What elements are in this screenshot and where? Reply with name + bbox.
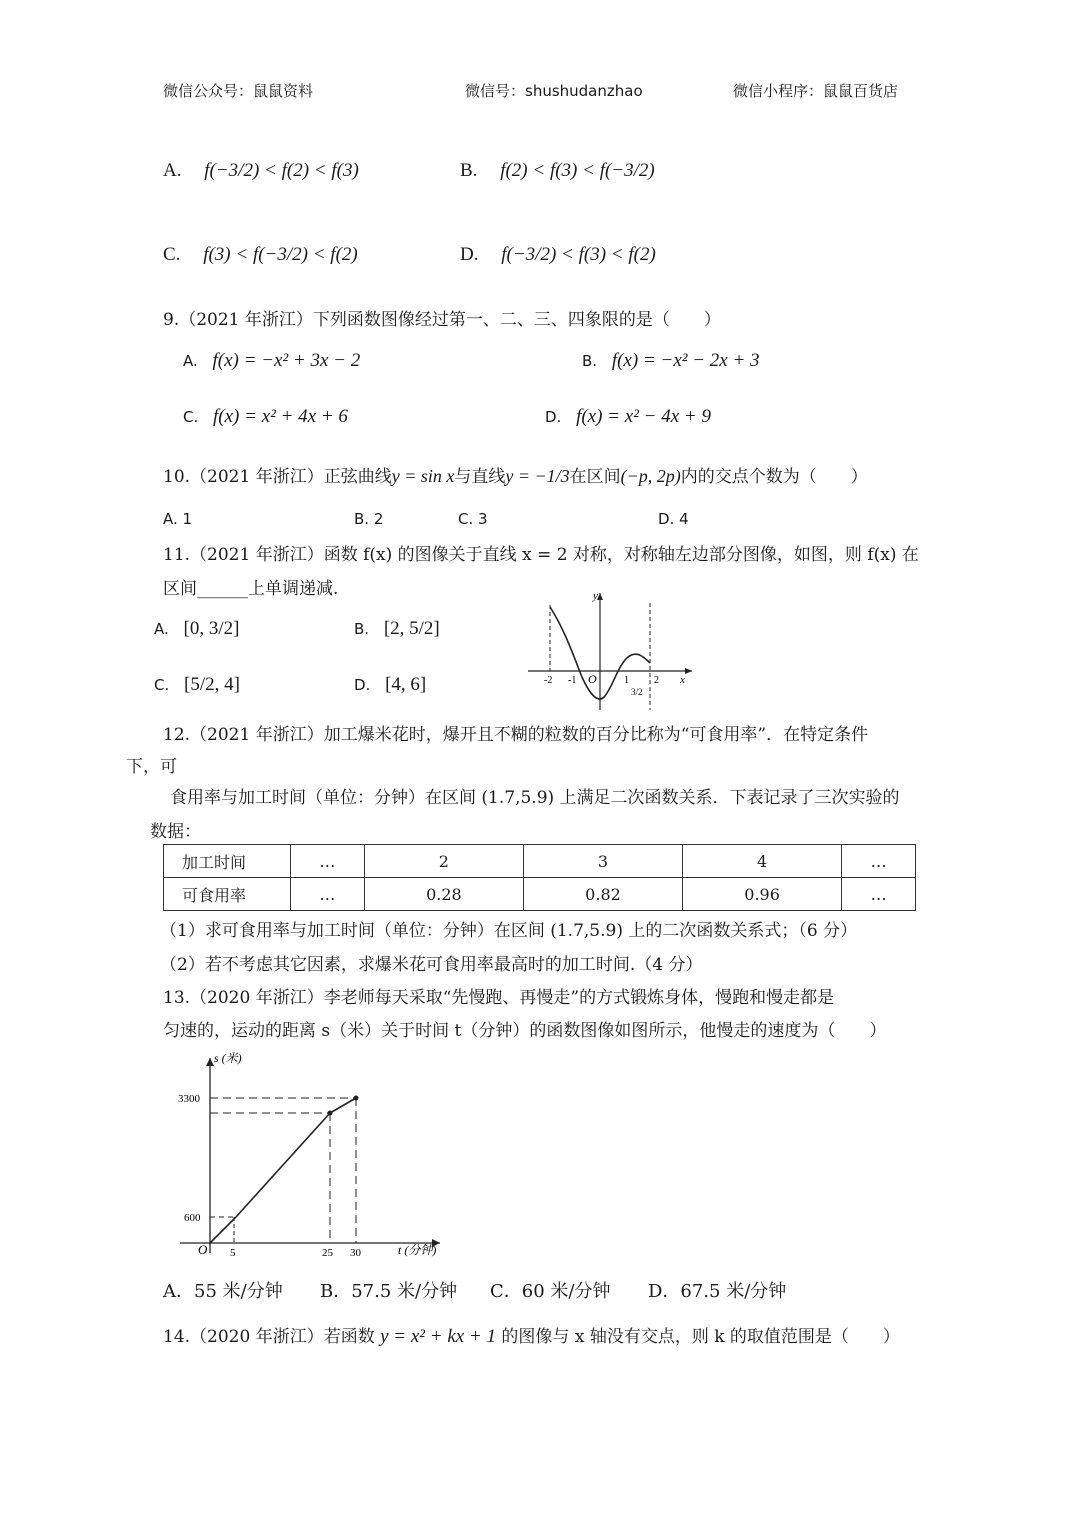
option-label: C. bbox=[183, 408, 199, 426]
q13-line2: 匀速的，运动的距离 s（米）关于时间 t（分钟）的函数图像如图所示，他慢走的速度为（ ） bbox=[163, 1021, 887, 1041]
option-label: D. bbox=[545, 408, 562, 426]
option-label: A. bbox=[163, 160, 182, 181]
origin-label: O bbox=[588, 672, 597, 686]
table-cell: 可食用率 bbox=[164, 878, 291, 911]
q14-prefix: 14.（2020 年浙江）若函数 bbox=[163, 1327, 375, 1347]
q12-line3: 食用率与加工时间（单位：分钟）在区间 (1.7,5.9) 上满足二次函数关系．下表记录了三次实验的 bbox=[170, 788, 900, 808]
tick-label: -1 bbox=[568, 675, 577, 686]
q8-option-d bbox=[460, 244, 656, 266]
table-row bbox=[164, 845, 916, 878]
point bbox=[354, 1096, 359, 1101]
option-label: A. bbox=[183, 352, 198, 370]
q11-option-d bbox=[354, 674, 426, 696]
option-expr: [2, 5/2] bbox=[383, 618, 440, 639]
q10-expr-line: y = −1/3 bbox=[505, 466, 570, 486]
q13-line1: 13.（2020 年浙江）李老师每天采取“先慢跑、再慢走”的方式锻炼身体，慢跑和慢走都是 bbox=[163, 988, 835, 1008]
option-expr: [4, 6] bbox=[385, 674, 427, 695]
q10-option-d: D. 4 bbox=[658, 510, 689, 528]
q9-option-a bbox=[183, 350, 360, 372]
q12-line4: 数据： bbox=[150, 822, 201, 842]
option-label: B. bbox=[582, 352, 598, 370]
x-axis-arrow bbox=[685, 668, 692, 674]
q10-option-b: B. 2 bbox=[354, 510, 384, 528]
q12-line1: 12.（2021 年浙江）加工爆米花时，爆开且不糊的粒数的百分比称为“可食用率”．在特定条件 bbox=[163, 725, 869, 745]
table-cell: 0.28 bbox=[364, 878, 523, 911]
q10-option-c: C. 3 bbox=[458, 510, 488, 528]
t-axis-label: t (分钟) bbox=[398, 1243, 437, 1257]
tick-label: 600 bbox=[184, 1212, 201, 1224]
y-axis-arrow bbox=[597, 593, 603, 600]
q10-expr-sin: y = sin x bbox=[391, 466, 455, 486]
header-right: 微信小程序：鼠鼠百货店 bbox=[733, 82, 899, 100]
q14-stem bbox=[163, 1322, 900, 1348]
table-cell: 加工时间 bbox=[164, 845, 291, 878]
option-label: C. bbox=[154, 676, 170, 694]
q11-option-a bbox=[154, 618, 239, 640]
tick-label: 30 bbox=[350, 1247, 361, 1259]
q13-distance-time-graph bbox=[170, 1048, 460, 1263]
q11-line2: 区间______上单调递减. bbox=[163, 579, 339, 599]
table-cell: … bbox=[291, 845, 365, 878]
tick-label: 3/2 bbox=[631, 687, 643, 697]
q12-sub1: （1）求可食用率与加工时间（单位：分钟）在区间 (1.7,5.9) 上的二次函数关系式；（6 分） bbox=[160, 921, 858, 941]
q13-option-c: C．60 米/分钟 bbox=[490, 1281, 611, 1302]
tick-label: 25 bbox=[322, 1247, 333, 1259]
tick-label: 3300 bbox=[178, 1093, 200, 1105]
option-expr: f(−3/2) < f(2) < f(3) bbox=[204, 160, 359, 181]
table-cell: 4 bbox=[683, 845, 842, 878]
q10-mid1: 与直线 bbox=[454, 467, 506, 487]
table-cell: … bbox=[842, 845, 916, 878]
q10-stem bbox=[163, 462, 868, 487]
table-cell: … bbox=[842, 878, 916, 911]
s-axis-arrow bbox=[206, 1058, 214, 1066]
table-cell: 0.96 bbox=[683, 878, 842, 911]
q14-suffix: 的图像与 x 轴没有交点，则 k 的取值范围是（ ） bbox=[501, 1327, 900, 1347]
q11-option-b bbox=[354, 618, 440, 640]
q10-mid2: 在区间 bbox=[569, 467, 621, 487]
table-cell: 3 bbox=[523, 845, 682, 878]
origin-label: O bbox=[198, 1242, 208, 1257]
option-label: A. bbox=[154, 620, 169, 638]
q13-option-d: D．67.5 米/分钟 bbox=[648, 1281, 787, 1302]
option-expr: f(x) = −x² − 2x + 3 bbox=[611, 350, 760, 371]
tick-label: -2 bbox=[544, 675, 553, 686]
q10-option-a: A. 1 bbox=[163, 510, 193, 528]
tick-label: 2 bbox=[654, 675, 659, 686]
q8-option-c bbox=[163, 244, 358, 266]
option-expr: f(3) < f(−3/2) < f(2) bbox=[203, 244, 358, 265]
segment-walk bbox=[330, 1098, 356, 1113]
q9-option-c bbox=[183, 406, 348, 428]
option-label: D. bbox=[460, 244, 479, 265]
q9-stem: 9.（2021 年浙江）下列函数图像经过第一、二、三、四象限的是（ ） bbox=[163, 310, 721, 330]
option-label: D. bbox=[354, 676, 371, 694]
q13-option-a: A．55 米/分钟 bbox=[163, 1281, 283, 1302]
option-label: B. bbox=[460, 160, 478, 181]
q14-expr: y = x² + kx + 1 bbox=[380, 1326, 497, 1347]
option-expr: f(2) < f(3) < f(−3/2) bbox=[500, 160, 655, 181]
q10-expr-interval: (−p, 2p) bbox=[620, 466, 681, 486]
segment-jog bbox=[236, 1113, 330, 1217]
y-axis-label: y bbox=[593, 590, 598, 602]
x-axis-label: x bbox=[680, 674, 685, 686]
segment-jog-start bbox=[210, 1217, 236, 1243]
table-cell: … bbox=[291, 878, 365, 911]
tick-label: 5 bbox=[230, 1247, 236, 1259]
option-expr: f(x) = x² − 4x + 9 bbox=[576, 406, 711, 427]
q11-line1: 11.（2021 年浙江）函数 f(x) 的图像关于直线 x = 2 对称，对称轴左边部分图像，如图，则 f(x) 在 bbox=[163, 545, 919, 565]
s-axis-label: s (米) bbox=[214, 1051, 242, 1065]
q9-option-b bbox=[582, 350, 760, 372]
option-expr: [5/2, 4] bbox=[184, 674, 240, 695]
q10-suffix: 内的交点个数为（ ） bbox=[680, 467, 868, 487]
table-cell: 0.82 bbox=[523, 878, 682, 911]
q13-option-b: B．57.5 米/分钟 bbox=[320, 1281, 458, 1302]
point bbox=[328, 1111, 333, 1116]
q12-line2: 下，可 bbox=[126, 757, 177, 777]
q8-option-b bbox=[460, 160, 655, 182]
option-label: C. bbox=[163, 244, 181, 265]
table-row bbox=[164, 878, 916, 911]
option-expr: [0, 3/2] bbox=[183, 618, 240, 639]
option-label: B. bbox=[354, 620, 370, 638]
q9-option-d bbox=[545, 406, 711, 428]
q8-option-a bbox=[163, 160, 359, 182]
q12-sub2: （2）若不考虑其它因素，求爆米花可食用率最高时的加工时间.（4 分） bbox=[160, 955, 703, 975]
option-expr: f(−3/2) < f(3) < f(2) bbox=[501, 244, 656, 265]
tick-label: 1 bbox=[624, 675, 629, 686]
q10-prefix: 10.（2021 年浙江）正弦曲线 bbox=[163, 467, 392, 487]
option-expr: f(x) = −x² + 3x − 2 bbox=[212, 350, 361, 371]
q11-function-graph bbox=[520, 585, 700, 715]
header-left: 微信公众号：鼠鼠资料 bbox=[163, 82, 314, 100]
q11-option-c bbox=[154, 674, 240, 696]
table-cell: 2 bbox=[364, 845, 523, 878]
q12-data-table bbox=[163, 844, 916, 911]
header-center: 微信号：shushudanzhao bbox=[465, 82, 643, 100]
option-expr: f(x) = x² + 4x + 6 bbox=[213, 406, 348, 427]
